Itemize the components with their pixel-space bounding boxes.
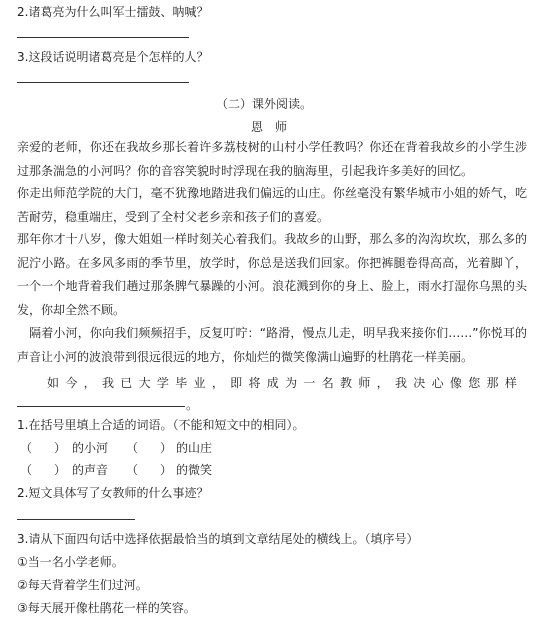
option-2: ②每天背着学生们过河。: [17, 578, 148, 592]
fill-item: 的小河: [72, 441, 109, 455]
blank-2a: （ ）: [20, 463, 67, 477]
paragraph-2: 你走出师范学院的大门，毫不犹豫地踏进我们偏远的山庄。你丝毫没有繁华城市小姐的娇气，吃苦耐劳，稳重端庄，受到了全村父老乡亲和孩子们的喜爱。: [17, 186, 527, 224]
paragraph-5-end: 。: [186, 398, 199, 412]
paragraph-3: 那年你才十八岁，像大姐姐一样时刻关心着我们。我故乡的山野，那么多的沟沟坎坎，那么多的泥泞小路。在多风多雨的季节里，放学时，你总是送我们回家。你把裤腿卷得高高，光着脚丫，一个一个地背着我们趟过那条脾气暴躁的小河。浪花溅到你的身上、脸上，雨水打湿你乌黑的头发，你却全然不顾。: [17, 232, 527, 317]
question-1: 1.在括号里填上合适的词语。（不能和短文中的相同）。: [17, 418, 305, 432]
fill-item: 的山庄: [176, 441, 213, 455]
answer-line: [17, 82, 189, 83]
fill-item: 的微笑: [176, 463, 213, 477]
story-title: 恩 师: [251, 120, 288, 134]
option-1: ①当一名小学老师。: [17, 555, 124, 569]
blank-1a: （ ）: [20, 441, 67, 455]
answer-line: [17, 519, 135, 520]
section-title: （二）课外阅读。: [216, 97, 313, 111]
option-3: ③每天展开像杜鹃花一样的笑容。: [17, 601, 196, 615]
blank-2b: （ ）: [126, 463, 173, 477]
question-prev-2: 2.诸葛亮为什么叫军士擂鼓、呐喊？: [17, 5, 209, 19]
question-2: 2.短文具体写了女教师的什么事迹？: [17, 486, 209, 500]
question-prev-3: 3.这段话说明诸葛亮是个怎样的人？: [17, 50, 209, 64]
question-3: 3.请从下面四句话中选择依据最恰当的填到文章结尾处的横线上。（填序号）: [17, 532, 419, 546]
fill-in-line: [17, 406, 185, 407]
answer-line: [17, 37, 189, 38]
paragraph-4: 隔着小河，你向我们频频招手，反复叮咛：“路滑，慢点儿走，明早我来接你们……”你悦耳的声音让小河的波浪带到很远很远的地方，你灿烂的微笑像满山遍野的杜鹃花一样美丽。: [17, 326, 527, 364]
fill-item: 的声音: [72, 463, 109, 477]
blank-1b: （ ）: [126, 441, 173, 455]
paragraph-5: 如 今 ， 我 已 大 学 毕 业 ， 即 将 成 为 一 名 教 师 ， 我 决 心 像 您 那 样: [47, 376, 517, 390]
paragraph-1: 亲爱的老师，你还在我故乡那长着许多荔枝树的山村小学任教吗？你还在背着我故乡的小学生涉过那条湍急的小河吗？你的音容笑貌时时浮现在我的脑海里，引起我许多美好的回忆。: [17, 140, 527, 178]
